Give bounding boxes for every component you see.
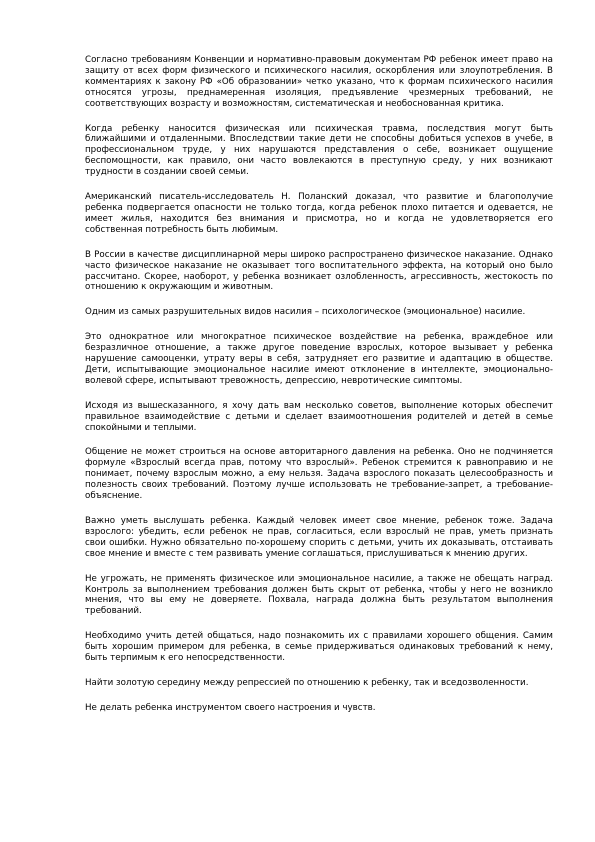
paragraph-psychological-violence: Одним из самых разрушительных видов насилия – психологическое (эмоциональное) насилие. [85,307,526,318]
paragraph-definition: Это однократное или многократное психическое воздействие на ребенка, враждебное или безразличное отношение, а также другое поведение взрослых, которое вызывает у ребенка нарушение самооценки, утрату веры в себя, затрудняет его развитие и адаптацию в обществе. Дети, испытывающие эмоциональное насилие имеют отклонение в интеллекте, эмоционально-волевой сфере, испытывают тревожность, депрессию, невротические симптомы. [85,332,553,386]
paragraph-teach-communication: Необходимо учить детей общаться, надо познакомить их с правилами хорошего общения. Самим быть хорошим примером для ребенка, в семье придерживаться одинаковых требований к нему, быть терпимым к его непосредственности. [85,631,553,664]
paragraph-no-threats: Не угрожать, не применять физическое или эмоциональное насилие, а также не обещать наград. Контроль за выполнением требования должен быть скрыт от ребенка, чтобы у него не возникло мнения, что вы ему не доверяете. Похвала, награда должна быть результатом выполнения требований. [85,573,553,617]
paragraph-polansky: Американский писатель-исследователь Н. Поланский доказал, что развитие и благополучие ребенка подвергается опасности не только тогда, когда ребенок плохо питается и одевается, не имеет жилья, находится без внимания и присмотра, но и когда не удовлетворяется его собственная потребность быть любимым. [85,192,553,235]
paragraph-listening: Важно уметь выслушать ребенка. Каждый человек имеет свое мнение, ребенок тоже. Задача взрослого: убедить, если ребенок не прав, согласиться, если взрослый не прав, уметь признать свои ошибки. Нужно обязательно по-хорошему спорить с детьми, учить их доказывать, отстаивать свое мнение и вместе с тем развивать умение соглашаться, прислушиваться к мнению других. [85,516,553,559]
paragraph-advice-intro: Исходя из вышесказанного, я хочу дать вам несколько советов, выполнение которых обеспечит правильное взаимодействие с детьми и сделает взаимоотношения родителей и детей в семье спокойными и теплыми. [85,400,553,433]
paragraph-rights: Согласно требованиям Конвенции и нормативно-правовым документам РФ ребенок имеет право на защиту от всех форм физического и психического насилия, оскорбления или злоупотребления. В комментариях к закону РФ «Об образовании» четко указано, что к формам психического насилия относятся угрозы, преднамеренная изоляция, предъявление чрезмерных требований, не соответствующих возрасту и возможностям, систематическая и необоснованная критика. [85,55,553,109]
paragraph-mood-instrument: Не делать ребенка инструментом своего настроения и чувств. [85,702,376,713]
paragraph-golden-mean: Найти золотую середину между репрессией по отношению к ребенку, так и вседозволенности. [85,677,529,688]
document-page [85,55,553,728]
paragraph-communication: Общение не может строиться на основе авторитарного давления на ребенка. Оно не подчиняется формуле «Взрослый всегда прав, потому что взрослый». Ребенок стремится к равноправию и не понимает, почему взрослым можно, а ему нельзя. Задача взрослого показать целесообразность и полезность своих требований. Поэтому лучше использовать не требование-запрет, а требование-объяснение. [85,447,553,502]
paragraph-physical-punishment: В России в качестве дисциплинарной меры широко распространено физическое наказание. Однако часто физическое наказание не оказывает того воспитательного эффекта, на который оно было рассчитано. Скорее, наоборот, у ребенка возникает озлобленность, агрессивность, жестокость по отношению к окружающим и животным. [85,249,553,293]
paragraph-consequences: Когда ребенку наносится физическая или психическая травма, последствия могут быть ближайшими и отдаленными. Впоследствии такие дети не способны добиться успехов в учебе, в профессиональном труде, у них нарушаются представления о себе, возникает ощущение беспомощности, как правило, они часто вовлекаются в преступную среду, у них возникают трудности в создании своей семьи. [85,123,553,178]
